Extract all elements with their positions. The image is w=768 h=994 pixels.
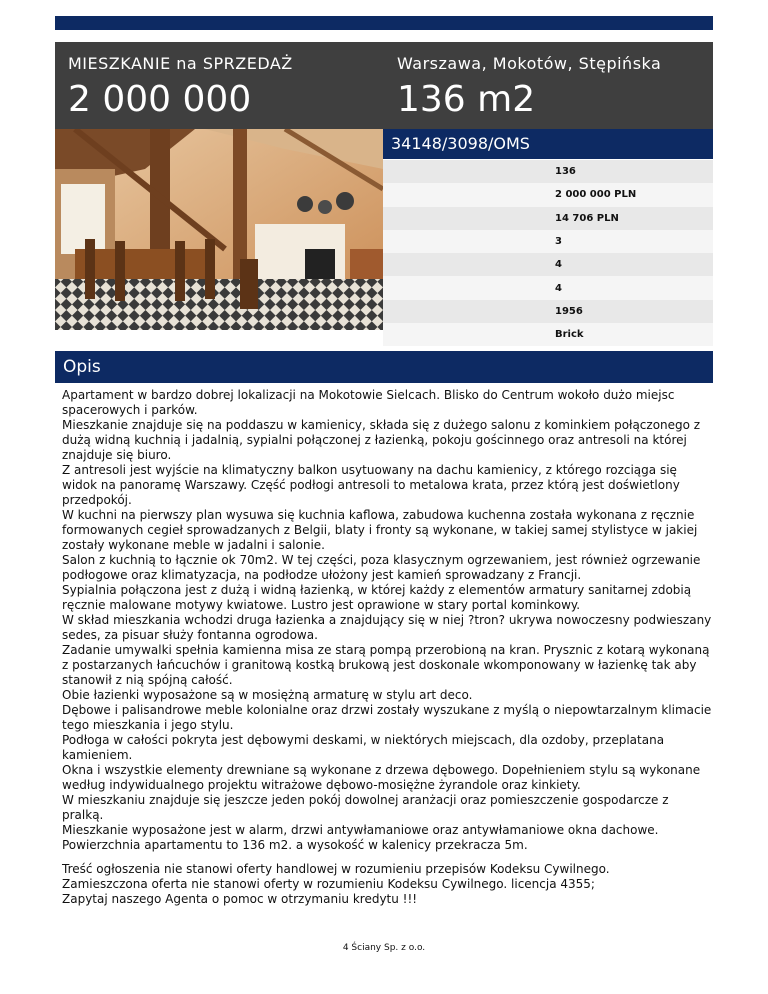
detail-value: 3	[555, 236, 562, 248]
detail-value: 4	[555, 259, 562, 271]
area: 136 m2	[397, 79, 536, 120]
description-paragraph: Dębowe i palisandrowe meble kolonialne oraz drzwi zostały wyszukane z myślą o niepowtarzalnym klimacie tego mieszkania i jego stylu.	[62, 703, 712, 732]
description-paragraph: Mieszkanie znajduje się na poddaszu w kamienicy, składa się z dużego salonu z kominkiem połączonego z dużą widną kuchnią i jadalnią, sypialni połączonej z łazienką, pokoju gościnnego oraz antresoli na której znajduje się biuro.	[62, 418, 701, 462]
description-paragraph: W mieszkaniu znajduje się jeszcze jeden pokój dowolnej aranżacji oraz pomieszczenie gospodarcze z pralką.	[62, 793, 669, 822]
listing-header	[55, 42, 713, 129]
description-paragraph: Okna i wszystkie elementy drewniane są wykonane z drzewa dębowego. Dopełnieniem stylu są wykonane według indywidualnego projektu witrażowe dębowo-mosiężne żyrandole oraz kinkiety.	[62, 763, 701, 792]
description-paragraph: Sypialnia połączona jest z dużą i widną łazienką, w której każdy z elementów armatury sanitarnej zdobią ręcznie malowane motywy kwiatowe. Lustro jest oprawione w stary portal kominkowy.	[62, 583, 692, 612]
description-paragraph: Zadanie umywalki spełnia kamienna misa ze starą pompą przerobioną na kran. Prysznic z kotarą wykonaną z postarzanych łańcuchów i granitową kostką brukową jest doskonale wkomponowany w łazienkę tak aby stanowił z nią spójną całość.	[62, 643, 710, 687]
description-paragraph: W skład mieszkania wchodzi druga łazienka a znajdujący się w niej ?tron? ukrywa nowoczesny podwieszany sedes, za pisuar służy fontanna ogrodowa.	[62, 613, 712, 642]
location: Warszawa, Mokotów, Stępińska	[397, 54, 662, 73]
detail-row-year	[383, 300, 713, 323]
disclaimer-line: Zamieszczona oferta nie stanowi oferty w rozumieniu Kodeksu Cywilnego. licencja 4355;	[62, 877, 595, 891]
description-text	[62, 388, 712, 853]
price: 2 000 000	[68, 79, 252, 120]
header-left	[68, 54, 293, 122]
detail-value: Brick	[555, 329, 584, 341]
description-paragraph: Z antresoli jest wyjście na klimatyczny balkon usytuowany na dachu kamienicy, z którego rozciąga się widok na panoramę Warszawy. Część podłogi antresoli to metalowa krata, przez którą jest doświetlony przedpokój.	[62, 463, 680, 507]
header-right	[397, 54, 661, 122]
detail-value: 4	[555, 282, 562, 294]
offer-type: MIESZKANIE na SPRZEDAŻ	[68, 54, 293, 73]
footer-company: 4 Ściany Sp. z o.o.	[342, 943, 426, 953]
apartment-photo-icon	[55, 129, 383, 330]
description-paragraph: Obie łazienki wyposażone są w mosiężną armaturę w stylu art deco.	[62, 688, 473, 702]
detail-value: 14 706 PLN	[555, 212, 619, 224]
disclaimer-line: Zapytaj naszego Agenta o pomoc w otrzymaniu kredytu !!!	[62, 892, 418, 906]
description-paragraph: Mieszkanie wyposażone jest w alarm, drzwi antywłamaniowe oraz antywłamaniowe okna dachowe.	[62, 823, 659, 837]
detail-row-price	[383, 183, 713, 206]
detail-row-price-per-m2	[383, 207, 713, 230]
disclaimer-line: Treść ogłoszenia nie stanowi oferty handlowej w rozumieniu przepisów Kodeksu Cywilnego.	[62, 862, 610, 876]
top-accent-bar	[55, 16, 713, 30]
details-table	[383, 160, 713, 346]
apartment-photo	[55, 129, 383, 330]
description-paragraph: Apartament w bardzo dobrej lokalizacji na Mokotowie Sielcach. Blisko do Centrum wokoło dużo miejsc spacerowych i parków.	[62, 388, 675, 417]
disclaimer	[62, 862, 712, 907]
detail-row	[383, 253, 713, 276]
detail-row	[383, 230, 713, 253]
detail-row	[383, 276, 713, 299]
detail-value: 1956	[555, 305, 583, 317]
detail-value: 2 000 000 PLN	[555, 189, 637, 201]
description-paragraph: Podłoga w całości pokryta jest dębowymi deskami, w niektórych miejscach, dla ozdoby, przeplatana kamieniem.	[62, 733, 665, 762]
detail-value: 136	[555, 166, 576, 178]
description-heading: Opis	[55, 351, 713, 383]
detail-row-area	[383, 160, 713, 183]
reference-number: 34148/3098/OMS	[383, 129, 713, 159]
detail-row-material	[383, 323, 713, 346]
description-paragraph: W kuchni na pierwszy plan wysuwa się kuchnia kaflowa, zabudowa kuchenna została wykonana z ręcznie formowanych cegieł sprowadzanych z Belgii, blaty i fronty są wykonane, w takiej samej stylistyce w jakiej zostały wykonane meble w jadalni i salonie.	[62, 508, 698, 552]
description-paragraph: Powierzchnia apartamentu to 136 m2. a wysokość w kalenicy przekracza 5m.	[62, 838, 528, 852]
description-paragraph: Salon z kuchnią to łącznie ok 70m2. W tej części, poza klasycznym ogrzewaniem, jest również ogrzewanie podłogowe oraz klimatyzacja, na podłodze ułożony jest kamień sprowadzany z Francji.	[62, 553, 701, 582]
